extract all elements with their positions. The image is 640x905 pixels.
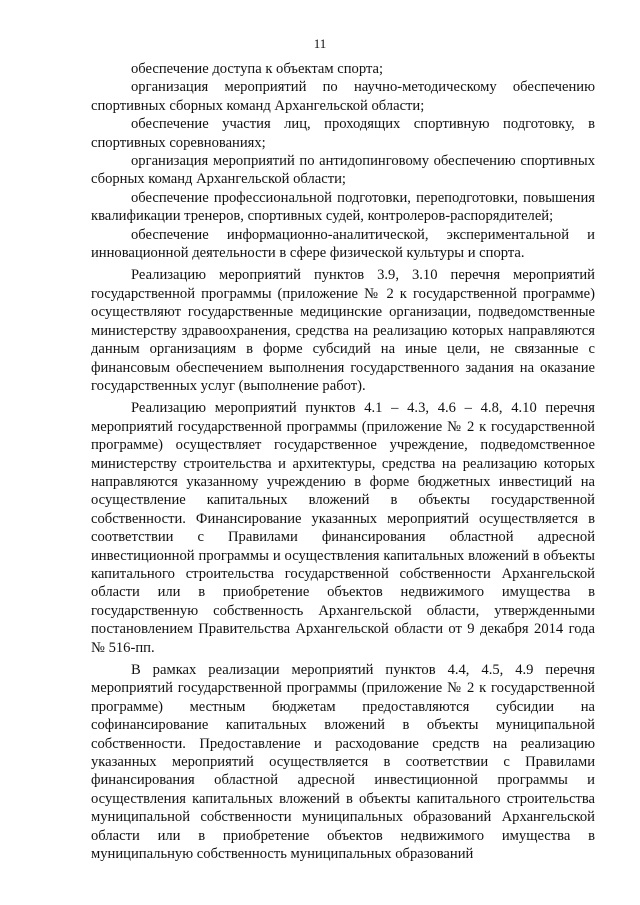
page-number: 11 <box>313 36 327 51</box>
paragraph-antidoping: организация мероприятий по антидопинговому обеспечению спортивных сборных команд Архангельской области; <box>91 153 595 188</box>
paragraph-sports-access: обеспечение доступа к объектам спорта; <box>131 61 384 77</box>
paragraph-items-3-9-3-10: Реализацию мероприятий пунктов 3.9, 3.10 перечня мероприятий государственной программы (приложение № 2 к государственной программе) осуществляют государственные медицинские организации, подведомственные министерству здравоохранения, средства на реализацию которых направляются данным организациям в форме субсидий на иные цели, не связанные с финансовым обеспечением выполнения государственного задания на оказание государственных услуг (выполнение работ). <box>91 267 595 394</box>
paragraph-items-4-1-4-10: Реализацию мероприятий пунктов 4.1 – 4.3, 4.6 – 4.8, 4.10 перечня мероприятий государственной программы (приложение № 2 к государственной программе) осуществляет государственное учреждение, подведомственное министерству строительства и архитектуры, средства на реализацию которых направляются указанному учреждению в форме бюджетных инвестиций на осуществление капитальных вложений в объекты государственной собственности. Финансирование указанных мероприятий осуществляется в соответствии с Правилами финансирования областной адресной инвестиционной программы и осуществления капитальных вложений в объекты капитального строительства государственной собственности Архангельской области или в приобретение объектов недвижимого имущества в государственную собственность Архангельской области, утвержденными постановлением Правительства Архангельской области от 9 декабря 2014 года № 516-пп. <box>91 400 595 656</box>
paragraph-items-4-4-4-9: В рамках реализации мероприятий пунктов 4.4, 4.5, 4.9 перечня мероприятий государственной программы (приложение № 2 к государственной программе) местным бюджетам предоставляются субсидии на софинансирование капитальных вложений в объекты муниципальной собственности. Предоставление и расходование средств на реализацию указанных мероприятий осуществляется в соответствии с Правилами финансирования областной адресной инвестиционной программы и осуществления капитальных вложений в объекты капитального строительства муниципальной собственности муниципальных образований Архангельской области или в приобретение объектов недвижимого имущества в муниципальную собственность муниципальных образований <box>91 662 595 863</box>
paragraph-scientific-support: организация мероприятий по научно-методическому обеспечению спортивных сборных команд Архангельской области; <box>91 79 595 114</box>
document-body <box>91 60 595 863</box>
paragraph-competition-participation: обеспечение участия лиц, проходящих спортивную подготовку, в спортивных соревнованиях; <box>91 116 595 151</box>
paragraph-professional-training: обеспечение профессиональной подготовки, переподготовки, повышения квалификации тренеров, спортивных судей, контролеров-распорядителей; <box>91 189 595 225</box>
paragraph-information-analytics: обеспечение информационно-аналитической, экспериментальной и инновационной деятельности в сфере физической культуры и спорта. <box>91 226 595 262</box>
